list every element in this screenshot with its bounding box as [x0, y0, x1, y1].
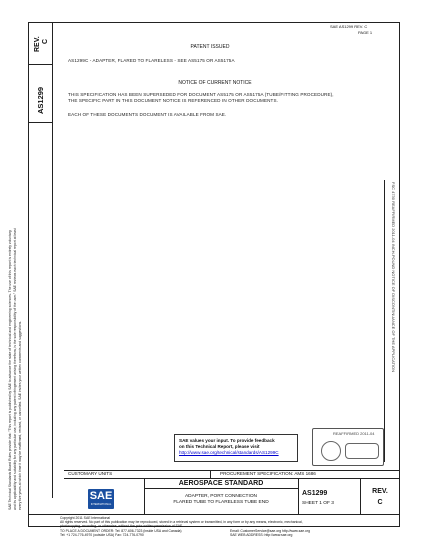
sae-logo-text: SAE — [89, 490, 113, 502]
left-rev-value: C — [42, 38, 49, 44]
footer-doc-number: AS1299 — [302, 490, 328, 497]
left-legal-strip-line-2: and its applicability and suitability for any particular use, including any patent infringement arising therefrom, is the sole responsibility of the user." SAE reviews each technical report at least — [13, 228, 17, 510]
legal-line-7: SAE WEB ADDRESS: http://www.sae.org — [230, 533, 293, 537]
left-doc-number: AS1299 — [36, 86, 45, 114]
footer-title-line-1: ADAPTER, PORT CONNECTION — [184, 494, 258, 499]
footer-bottom-rule — [28, 514, 400, 515]
notice-paragraph-3: EACH OF THESE DOCUMENTS DOCUMENT IS AVAILABLE FROM SAE. — [68, 112, 227, 117]
feedback-line-2: on this Technical Report, please visit — [179, 444, 260, 449]
footer-sheet: SHEET 1 OF 3 — [302, 501, 334, 506]
legal-line-3: photocopying, recording, or otherwise, without the prior written permission of SAE. — [60, 524, 184, 528]
left-margin-rule-2 — [28, 122, 52, 123]
footer-rev-divider — [360, 478, 361, 514]
header-top-right-1: SAE AS1299 REV. C — [330, 24, 368, 29]
footer-rev-label: REV. — [372, 488, 388, 495]
notice-paragraph-2: THE SPECIFIC PART IN THIS DOCUMENT NOTICE IS REFERENCED IN OTHER DOCUMENTS. — [68, 98, 278, 103]
footer-as-rule — [144, 488, 298, 489]
legal-line-6: Email: CustomerService@sae.org http://www.sae.org — [230, 529, 310, 533]
legal-line-5: Tel: +1 724-776-4970 (outside USA) Fax: 724-776-0790 — [60, 533, 144, 537]
footer-title-line-2: FLARED TUBE TO FLARELESS TUBE END — [173, 500, 269, 505]
left-margin-rule-1 — [28, 64, 52, 65]
legal-line-2: All rights reserved. No part of this publication may be reproduced, stored in a retrieval system or transmitted, in any form or by any means, electronic, mechanical, — [60, 520, 303, 524]
footer-rev-value: C — [377, 499, 383, 506]
feedback-link[interactable]: http://www.sae.org/technical/standards/AS1299C — [179, 450, 279, 455]
right-strip-text: FSC 4730 REAFFIRMED 2011-04 INCH-POUND NOTICE OF DISCONTINUANCE OF THE APPLICATION — [391, 182, 396, 373]
sae-logo — [88, 489, 114, 509]
footer-proc-divider — [210, 470, 211, 478]
left-legal-strip-line-3: every five years at which time it may be reaffirmed, revised, or cancelled. SAE invites your written comments and suggestions. — [18, 320, 22, 510]
left-margin-divider — [52, 22, 53, 498]
stamp-seal-icon — [321, 441, 341, 461]
header-top-right-2: PAGE 1 — [358, 30, 373, 35]
content-title: PATENT ISSUED — [190, 44, 230, 50]
sae-logo-sub: INTERNATIONAL — [90, 503, 112, 506]
stamp-label: REAFFIRMED 2011-04 — [333, 431, 375, 436]
notice-paragraph-1: THIS SPECIFICATION HAS BEEN SUPERSEDED FOR DOCUMENT AS5175 OR AS5175A (TUBE/FITTING PROCEDURE), — [68, 92, 334, 97]
legal-line-1: Copyright 2011 SAE International — [60, 516, 111, 520]
footer-customary-units: CUSTOMARY UNITS — [68, 471, 113, 476]
left-rev-label: REV. — [34, 36, 41, 52]
left-legal-strip-line-1: SAE Technical Standards Board Rules provide that: "This report is published by SAE to advance the state of technical and engineering sciences. The use of this report is entirely voluntary, — [8, 229, 12, 510]
footer-docnum-divider — [298, 478, 299, 514]
footer-procurement: PROCUREMENT SPECIFICATION: AMS 1686 — [220, 471, 316, 476]
feedback-box — [174, 434, 298, 462]
feedback-line-1: SAE values your input. To provide feedback — [179, 438, 275, 443]
legal-line-4: TO PLACE A DOCUMENT ORDER: Tel: 877-606-7323 (inside USA and Canada) — [60, 529, 182, 533]
content-subtitle: AS1299C - ADAPTER, FLARED TO FLARELESS - SEE AS5175 OR AS5175A — [68, 58, 235, 63]
footer-aerospace-standard: AEROSPACE STANDARD — [178, 480, 264, 487]
stamp-box-icon — [345, 443, 379, 459]
right-margin-divider — [384, 180, 385, 462]
notice-heading: NOTICE OF CURRENT NOTICE — [178, 80, 252, 86]
reaffirmed-stamp — [312, 428, 384, 466]
footer-mid-rule — [64, 478, 400, 479]
